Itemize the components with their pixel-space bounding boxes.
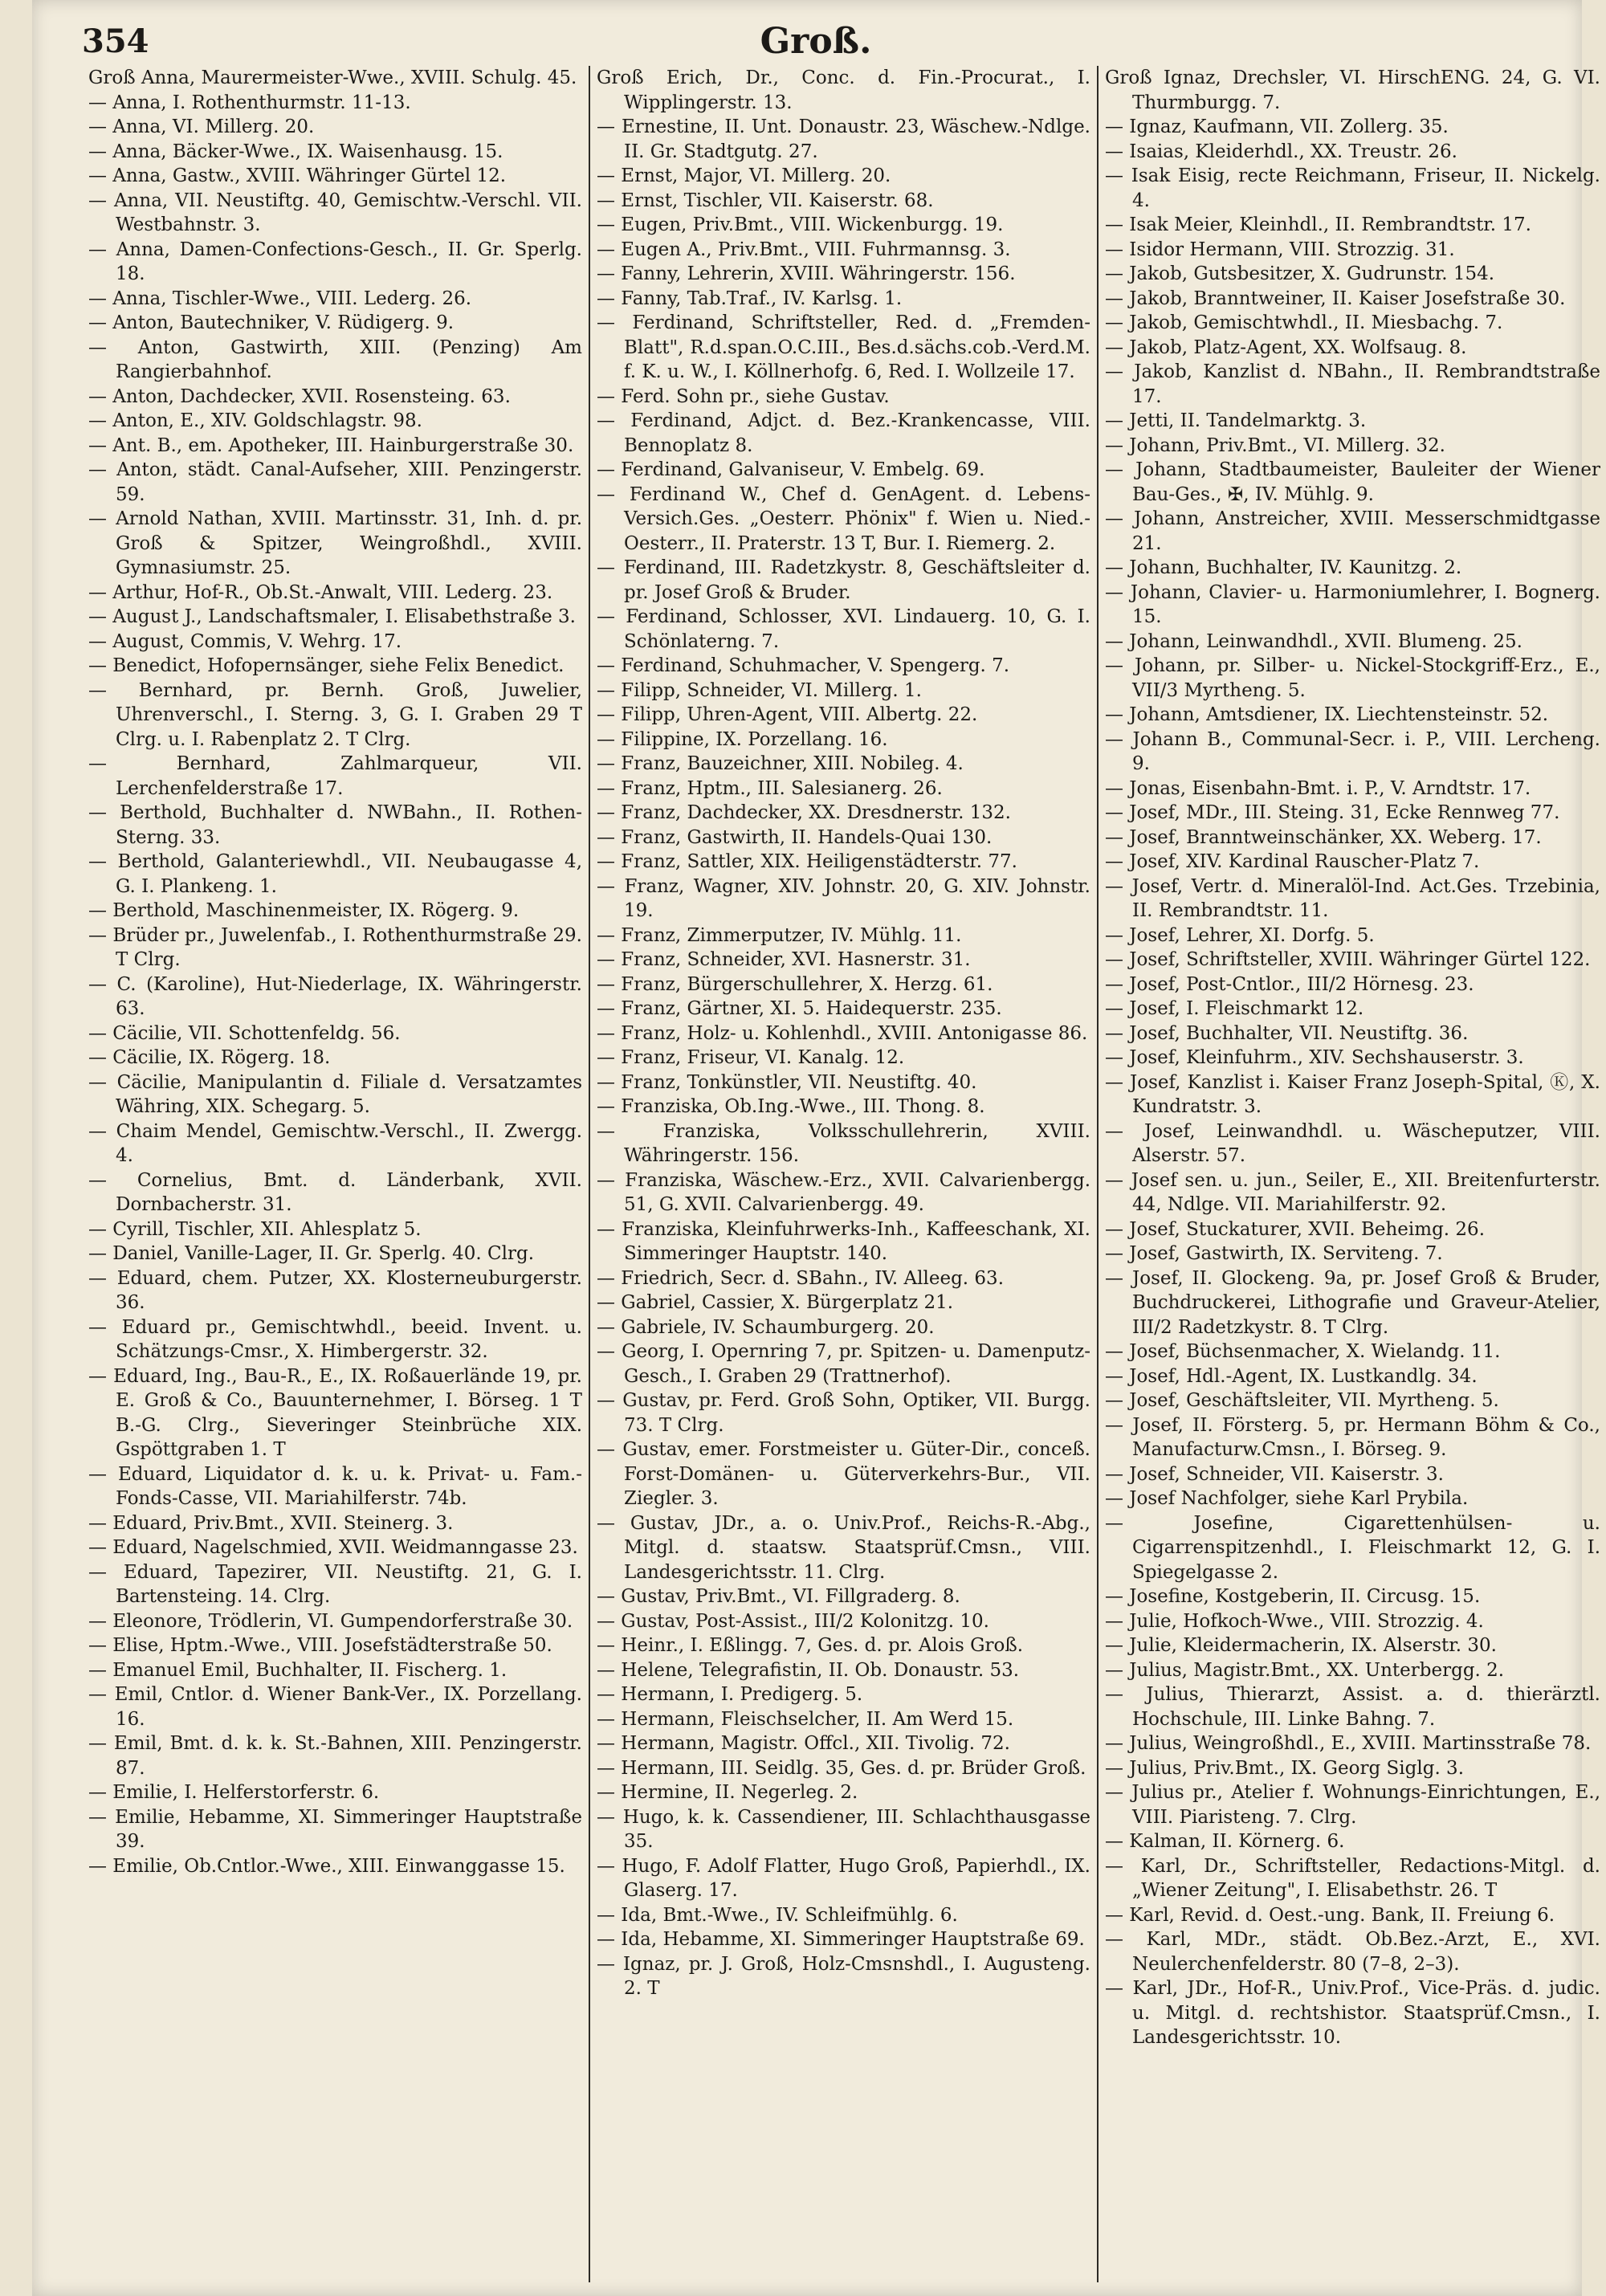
directory-entry: — Julie, Hofkoch-Wwe., VIII. Strozzig. 4. [1105,1610,1484,1632]
directory-entry: — Josef, XIV. Kardinal Rauscher-Platz 7. [1105,851,1480,872]
directory-entry: — Franziska, Wäschew.-Erz., XVII. Calvarienbergg. 51, G. XVII. Calvarienbergg. 49. [597,1169,1090,1215]
directory-entry: — Emanuel Emil, Buchhalter, II. Fischerg. 1. [88,1659,507,1681]
directory-entry: — Josef, Branntweinschänker, XX. Weberg. 17. [1105,826,1542,848]
directory-entry: — Anna, Gastw., XVIII. Währinger Gürtel 12. [88,165,507,186]
directory-entry: — Johann, Amtsdiener, IX. Liechtensteinstr. 52. [1105,704,1549,725]
directory-entry: — Anna, VII. Neustiftg. 40, Gemischtw.-Verschl. VII. Westbahnstr. 3. [88,190,582,235]
directory-entry: — Anna, Bäcker-Wwe., IX. Waisenhausg. 15. [88,141,503,162]
directory-entry: — Jakob, Gutsbesitzer, X. Gudrunstr. 154. [1105,263,1495,284]
directory-entry: — Josef, II. Glockeng. 9a, pr. Josef Groß & Bruder, Buchdruckerei, Lithografie und Graveur-Atelier, III/2 Radetzkystr. 8. T Clrg. [1105,1267,1600,1338]
directory-entry: — Emilie, I. Helferstorferstr. 6. [88,1782,380,1803]
directory-entry: — Anna, Damen-Confections-Gesch., II. Gr. Sperlg. 18. [88,239,582,284]
directory-entry: — August, Commis, V. Wehrg. 17. [88,630,402,652]
directory-entry: Groß Ignaz, Drechsler, VI. HirschENG. 24, G. VI. Thurmburgg. 7. [1105,67,1600,113]
directory-entry: — Josef, Schriftsteller, XVIII. Währinger Gürtel 122. [1105,949,1591,970]
directory-entry: — Georg, I. Opernring 7, pr. Spitzen- u. Damenputz-Gesch., I. Graben 29 (Trattnerhof). [597,1341,1090,1387]
directory-entry: — Franz, Holz- u. Kohlenhdl., XVIII. Antonigasse 86. [597,1022,1088,1044]
directory-entry: — Josef, Post-Cntlor., III/2 Hörnesg. 23. [1105,973,1474,995]
directory-entry: — Josef, II. Försterg. 5, pr. Hermann Böhm & Co., Manufacturw.Cmsn., I. Börseg. 9. [1105,1414,1600,1460]
directory-entry: — Karl, JDr., Hof-R., Univ.Prof., Vice-Präs. d. judic. u. Mitgl. d. rechtshistor. Staatsprüf.Cmsn., I. Landesgerichtsstr. 10. [1105,1978,1600,2048]
directory-entry: — Franz, Wagner, XIV. Johnstr. 20, G. XIV. Johnstr. 19. [597,875,1090,921]
directory-columns [82,66,1606,2282]
directory-entry: — Johann, Buchhalter, IV. Kaunitzg. 2. [1105,557,1462,578]
directory-entry: — Julius, Thierarzt, Assist. a. d. thierärztl. Hochschule, III. Linke Bahng. 7. [1105,1684,1600,1730]
directory-entry: — Jakob, Platz-Agent, XX. Wolfsaug. 8. [1105,336,1467,358]
directory-entry: — Franz, Dachdecker, XX. Dresdnerstr. 132. [597,802,1011,823]
directory-entry: — August J., Landschaftsmaler, I. Elisabethstraße 3. [88,606,576,627]
directory-entry: — Anna, VI. Millerg. 20. [88,116,315,137]
directory-entry: — Franz, Gastwirth, II. Handels-Quai 130. [597,826,993,848]
page-title: Groß. [760,21,872,62]
directory-entry: — Josef, Hdl.-Agent, IX. Lustkandlg. 34. [1105,1365,1478,1387]
directory-entry: — Franz, Hptm., III. Salesianerg. 26. [597,777,943,799]
directory-entry: — Josef Nachfolger, siehe Karl Prybila. [1105,1488,1469,1509]
directory-entry: — Emil, Cntlor. d. Wiener Bank-Ver., IX. Porzellang. 16. [88,1684,582,1730]
directory-entry: — Johann, Anstreicher, XVIII. Messerschmidtgasse 21. [1105,508,1600,554]
directory-entry: — Gustav, Post-Assist., III/2 Kolonitzg. 10. [597,1610,989,1632]
directory-entry: — Jakob, Branntweiner, II. Kaiser Josefstraße 30. [1105,288,1566,309]
directory-entry: — Josef, Leinwandhdl. u. Wäscheputzer, VIII. Alserstr. 57. [1105,1120,1600,1166]
directory-entry: — Emilie, Hebamme, XI. Simmeringer Hauptstraße 39. [88,1806,582,1852]
directory-entry: — Josef, Lehrer, XI. Dorfg. 5. [1105,924,1375,946]
directory-entry: — Arthur, Hof-R., Ob.St.-Anwalt, VIII. Lederg. 23. [88,581,553,603]
column-left [82,66,590,2282]
directory-entry: — Hermann, Fleischselcher, II. Am Werd 15. [597,1708,1014,1730]
directory-entry: — Franz, Sattler, XIX. Heiligenstädterstr. 77. [597,851,1017,872]
directory-entry: Groß Erich, Dr., Conc. d. Fin.-Procurat., I. Wipplingerstr. 13. [597,67,1090,113]
directory-entry: — Filipp, Schneider, VI. Millerg. 1. [597,679,922,701]
directory-entry: — Chaim Mendel, Gemischtw.-Verschl., II. Zwergg. 4. [88,1120,582,1166]
directory-entry: — Julius, Magistr.Bmt., XX. Unterbergg. 2. [1105,1659,1505,1681]
directory-entry: — Ant. B., em. Apotheker, III. Hainburgerstraße 30. [88,434,574,456]
directory-entry: — Filipp, Uhren-Agent, VIII. Albertg. 22. [597,704,978,725]
directory-entry: — Hermann, I. Predigerg. 5. [597,1684,863,1705]
directory-entry: — Eduard, Tapezirer, VII. Neustiftg. 21, G. I. Bartensteing. 14. Clrg. [88,1561,582,1607]
directory-entry: — Emilie, Ob.Cntlor.-Wwe., XIII. Einwanggasse 15. [88,1855,565,1877]
directory-entry: — Gustav, Priv.Bmt., VI. Fillgraderg. 8. [597,1586,960,1607]
directory-entry: — Gustav, emer. Forstmeister u. Güter-Dir., conceß. Forst-Domänen- u. Güterverkehrs-Bur., VII. Ziegler. 3. [597,1439,1090,1509]
directory-entry: — Ferdinand, Schuhmacher, V. Spengerg. 7. [597,655,1010,676]
column-right [1099,66,1606,2282]
directory-entry: — Helene, Telegrafistin, II. Ob. Donaustr. 53. [597,1659,1020,1681]
directory-entry: — Franz, Gärtner, XI. 5. Haidequerstr. 235. [597,998,1002,1019]
directory-entry: — Anton, E., XIV. Goldschlagstr. 98. [88,410,422,431]
directory-entry: — Fanny, Tab.Traf., IV. Karlsg. 1. [597,288,903,309]
directory-entry: — Ignaz, pr. J. Groß, Holz-Cmsnshdl., I. Augusteng. 2. T [597,1953,1090,1999]
directory-entry: — Isak Eisig, recte Reichmann, Friseur, II. Nickelg. 4. [1105,165,1600,211]
directory-entry: — Ernestine, II. Unt. Donaustr. 23, Wäschew.-Ndlge. II. Gr. Stadtgutg. 27. [597,116,1090,162]
directory-entry: — Julius, Priv.Bmt., IX. Georg Siglg. 3. [1105,1757,1465,1779]
directory-entry: — Franziska, Ob.Ing.-Wwe., III. Thong. 8. [597,1096,985,1117]
directory-entry: — Gabriel, Cassier, X. Bürgerplatz 21. [597,1292,954,1313]
directory-entry: — Ferdinand, Galvaniseur, V. Embelg. 69. [597,459,985,480]
directory-entry: — Franz, Bauzeichner, XIII. Nobileg. 4. [597,753,964,774]
directory-entry: — Julius, Weingroßhdl., E., XVIII. Martinsstraße 78. [1105,1733,1592,1754]
directory-entry: — Anna, Tischler-Wwe., VIII. Lederg. 26. [88,288,472,309]
directory-entry: — Brüder pr., Juwelenfab., I. Rothenthurmstraße 29. T Clrg. [88,924,582,970]
directory-entry: — Heinr., I. Eßlingg. 7, Ges. d. pr. Alois Groß. [597,1635,1023,1656]
directory-entry: — Anna, I. Rothenthurmstr. 11-13. [88,92,411,113]
directory-entry: — Johann, pr. Silber- u. Nickel-Stockgriff-Erz., E., VII/3 Myrtheng. 5. [1105,655,1600,701]
directory-entry: — Isidor Hermann, VIII. Strozzig. 31. [1105,239,1455,260]
directory-entry: — Eugen, Priv.Bmt., VIII. Wickenburgg. 19. [597,214,1004,235]
directory-entry: — Johann, Priv.Bmt., VI. Millerg. 32. [1105,434,1445,456]
directory-entry: — Karl, Revid. d. Oest.-ung. Bank, II. Freiung 6. [1105,1904,1555,1926]
directory-entry: — Cyrill, Tischler, XII. Ahlesplatz 5. [88,1218,422,1240]
directory-entry: — Fanny, Lehrerin, XVIII. Währingerstr. 156. [597,263,1016,284]
directory-entry: — Josef, Schneider, VII. Kaiserstr. 3. [1105,1463,1444,1485]
directory-entry: — Ida, Bmt.-Wwe., IV. Schleifmühlg. 6. [597,1904,958,1926]
directory-entry: — Berthold, Buchhalter d. NWBahn., II. Rothen-Sterng. 33. [88,802,582,848]
directory-entry: — Ernst, Tischler, VII. Kaiserstr. 68. [597,190,934,211]
directory-entry: — Cäcilie, IX. Rögerg. 18. [88,1047,331,1068]
directory-entry: — Emil, Bmt. d. k. k. St.-Bahnen, XIII. Penzingerstr. 87. [88,1733,582,1779]
directory-entry: — Eduard, Nagelschmied, XVII. Weidmanngasse 23. [88,1537,578,1558]
directory-entry: — Hermann, III. Seidlg. 35, Ges. d. pr. Brüder Groß. [597,1757,1086,1779]
directory-entry: — Ferdinand, Adjct. d. Bez.-Krankencasse, VIII. Bennoplatz 8. [597,410,1090,456]
column-middle [590,66,1099,2282]
directory-entry: — Cäcilie, Manipulantin d. Filiale d. Versatzamtes Währing, XIX. Schegarg. 5. [88,1071,582,1117]
directory-entry: — Franz, Schneider, XVI. Hasnerstr. 31. [597,949,971,970]
directory-entry: — Ferdinand, Schlosser, XVI. Lindauerg. 10, G. I. Schönlaterng. 7. [597,606,1090,652]
directory-entry: — Benedict, Hofopernsänger, siehe Felix Benedict. [88,655,565,676]
directory-entry: — Karl, MDr., städt. Ob.Bez.-Arzt, E., XVI. Neulerchenfelderstr. 80 (7–8, 2–3). [1105,1929,1600,1975]
directory-entry: — Eduard, chem. Putzer, XX. Klosterneuburgerstr. 36. [88,1267,582,1313]
directory-entry: — Anton, städt. Canal-Aufseher, XIII. Penzingerstr. 59. [88,459,582,505]
directory-entry: — Elise, Hptm.-Wwe., VIII. Josefstädterstraße 50. [88,1635,552,1656]
directory-entry: — Hugo, k. k. Cassendiener, III. Schlachthausgasse 35. [597,1806,1090,1852]
directory-entry: — Josef sen. u. jun., Seiler, E., XII. Breitenfurterstr. 44, Ndlge. VII. Mariahilferstr. 92. [1105,1169,1600,1215]
directory-entry: — Josef, I. Fleischmarkt 12. [1105,998,1364,1019]
directory-entry: — Eugen A., Priv.Bmt., VIII. Fuhrmannsg. 3. [597,239,1011,260]
directory-entry: — Jonas, Eisenbahn-Bmt. i. P., V. Arndtstr. 17. [1105,777,1531,799]
directory-entry: — Ida, Hebamme, XI. Simmeringer Hauptstraße 69. [597,1929,1085,1950]
directory-entry: — Josef, Stuckaturer, XVII. Beheimg. 26. [1105,1218,1486,1240]
directory-entry: — Filippine, IX. Porzellang. 16. [597,728,888,750]
directory-entry: — Ferd. Sohn pr., siehe Gustav. [597,385,890,407]
directory-entry: Groß Anna, Maurermeister-Wwe., XVIII. Schulg. 45. [88,67,577,88]
directory-entry: — C. (Karoline), Hut-Niederlage, IX. Währingerstr. 63. [88,973,582,1019]
directory-entry: — Josef, Gastwirth, IX. Serviteng. 7. [1105,1243,1443,1264]
directory-entry: — Josefine, Cigarettenhülsen- u. Cigarrenspitzenhdl., I. Fleischmarkt 12, G. I. Spiegelgasse 2. [1105,1512,1600,1583]
directory-entry: — Bernhard, Zahlmarqueur, VII. Lerchenfelderstraße 17. [88,753,582,799]
directory-entry: — Kalman, II. Körnerg. 6. [1105,1831,1345,1852]
directory-entry: — Julius pr., Atelier f. Wohnungs-Einrichtungen, E., VIII. Piaristeng. 7. Clrg. [1105,1782,1600,1828]
directory-entry: — Isaias, Kleiderhdl., XX. Treustr. 26. [1105,141,1457,162]
directory-entry: — Johann B., Communal-Secr. i. P., VIII. Lercheng. 9. [1105,728,1600,774]
directory-entry: — Hermann, Magistr. Offcl., XII. Tivolig. 72. [597,1733,1010,1754]
directory-entry: — Cäcilie, VII. Schottenfeldg. 56. [88,1022,401,1044]
directory-entry: — Franziska, Volksschullehrerin, XVIII. Währingerstr. 156. [597,1120,1090,1166]
directory-entry: — Eduard, Liquidator d. k. u. k. Privat- u. Fam.-Fonds-Casse, VII. Mariahilferstr. 74b. [88,1463,582,1509]
directory-entry: — Arnold Nathan, XVIII. Martinsstr. 31, Inh. d. pr. Groß & Spitzer, Weingroßhdl., XVIII. Gymnasiumstr. 25. [88,508,582,578]
directory-entry: — Eduard, Ing., Bau-R., E., IX. Roßauerlände 19, pr. E. Groß & Co., Bauunternehmer, I. Börseg. 1 T B.-G. Clrg., Sieveringer Steinbrüche XIX. Gspöttgraben 1. T [88,1365,582,1460]
directory-entry: — Johann, Clavier- u. Harmoniumlehrer, I. Bognerg. 15. [1105,581,1600,627]
directory-entry: — Ferdinand, III. Radetzkystr. 8, Geschäftsleiter d. pr. Josef Groß & Bruder. [597,557,1090,603]
directory-entry: — Johann, Leinwandhdl., XVII. Blumeng. 25. [1105,630,1522,652]
directory-entry: — Isak Meier, Kleinhdl., II. Rembrandtstr. 17. [1105,214,1531,235]
directory-entry: — Jakob, Gemischtwhdl., II. Miesbachg. 7. [1105,312,1503,333]
directory-entry: — Eduard pr., Gemischtwhdl., beeid. Invent. u. Schätzungs-Cmsr., X. Himbergerstr. 32. [88,1316,582,1362]
directory-entry: — Berthold, Maschinenmeister, IX. Rögerg. 9. [88,900,520,921]
directory-entry: — Josefine, Kostgeberin, II. Circusg. 15. [1105,1586,1481,1607]
directory-entry: — Josef, MDr., III. Steing. 31, Ecke Rennweg 77. [1105,802,1560,823]
directory-entry: — Karl, Dr., Schriftsteller, Redactions-Mitgl. d. „Wiener Zeitung", I. Elisabethstr. 26. T [1105,1855,1600,1901]
directory-entry: — Hermine, II. Negerleg. 2. [597,1782,858,1803]
directory-entry: — Daniel, Vanille-Lager, II. Gr. Sperlg. 40. Clrg. [88,1243,535,1264]
directory-entry: — Anton, Gastwirth, XIII. (Penzing) Am Rangierbahnhof. [88,336,582,382]
directory-entry: — Ferdinand, Schriftsteller, Red. d. „Fremden-Blatt", R.d.span.O.C.III., Bes.d.sächs.cob.-Verd.M. f. K. u. W., I. Köllnerhofg. 6, Red. I. Wollzeile 17. [597,312,1090,382]
directory-entry: — Eleonore, Trödlerin, VI. Gumpendorferstraße 30. [88,1610,573,1632]
directory-entry: — Josef, Vertr. d. Mineralöl-Ind. Act.Ges. Trzebinia, II. Rembrandtstr. 11. [1105,875,1600,921]
directory-entry: — Eduard, Priv.Bmt., XVII. Steinerg. 3. [88,1512,454,1534]
directory-entry: — Julie, Kleidermacherin, IX. Alserstr. 30. [1105,1635,1497,1656]
directory-entry: — Jetti, II. Tandelmarktg. 3. [1105,410,1367,431]
directory-entry: — Franz, Tonkünstler, VII. Neustiftg. 40. [597,1071,977,1093]
directory-entry: — Gabriele, IV. Schaumburgerg. 20. [597,1316,935,1338]
directory-entry: — Anton, Bautechniker, V. Rüdigerg. 9. [88,312,454,333]
directory-entry: — Johann, Stadtbaumeister, Bauleiter der Wiener Bau-Ges., ✠, IV. Mühlg. 9. [1105,459,1600,505]
directory-entry: — Berthold, Galanteriewhdl., VII. Neubaugasse 4, G. I. Plankeng. 1. [88,851,582,897]
directory-entry: — Franz, Zimmerputzer, IV. Mühlg. 11. [597,924,962,946]
directory-entry: — Josef, Büchsenmacher, X. Wielandg. 11. [1105,1341,1501,1362]
directory-entry: — Franziska, Kleinfuhrwerks-Inh., Kaffeeschank, XI. Simmeringer Hauptstr. 140. [597,1218,1090,1264]
directory-entry: — Josef, Buchhalter, VII. Neustiftg. 36. [1105,1022,1469,1044]
directory-entry: — Ferdinand W., Chef d. GenAgent. d. Lebens-Versich.Ges. „Oesterr. Phönix" f. Wien u. Nied.-Oesterr., II. Praterstr. 13 T, Bur. I. Riemerg. 2. [597,483,1090,554]
directory-entry: — Josef, Kleinfuhrm., XIV. Sechshauserstr. 3. [1105,1047,1524,1068]
directory-entry: — Jakob, Kanzlist d. NBahn., II. Rembrandtstraße 17. [1105,361,1600,407]
directory-entry: — Josef, Geschäftsleiter, VII. Myrtheng. 5. [1105,1390,1499,1411]
page-number: 354 [82,22,149,60]
directory-entry: — Gustav, JDr., a. o. Univ.Prof., Reichs-R.-Abg., Mitgl. d. staatsw. Staatsprüf.Cmsn., VIII. Landesgerichtsstr. 11. Clrg. [597,1512,1090,1583]
directory-entry: — Franz, Friseur, VI. Kanalg. 12. [597,1047,905,1068]
directory-page [32,0,1600,2296]
directory-entry: — Anton, Dachdecker, XVII. Rosensteing. 63. [88,385,511,407]
directory-entry: — Ernst, Major, VI. Millerg. 20. [597,165,891,186]
directory-entry: — Franz, Bürgerschullehrer, X. Herzg. 61. [597,973,993,995]
directory-entry: — Bernhard, pr. Bernh. Groß, Juwelier, Uhrenverschl., I. Sterng. 3, G. I. Graben 29 T Clrg. u. I. Rabenplatz 2. T Clrg. [88,679,582,750]
directory-entry: — Josef, Kanzlist i. Kaiser Franz Joseph-Spital, Ⓚ, X. Kundratstr. 3. [1105,1071,1600,1117]
directory-entry: — Cornelius, Bmt. d. Länderbank, XVII. Dornbacherstr. 31. [88,1169,582,1215]
directory-entry: — Friedrich, Secr. d. SBahn., IV. Alleeg. 63. [597,1267,1004,1289]
directory-entry: — Ignaz, Kaufmann, VII. Zollerg. 35. [1105,116,1449,137]
directory-entry: — Hugo, F. Adolf Flatter, Hugo Groß, Papierhdl., IX. Glaserg. 17. [597,1855,1090,1901]
directory-entry: — Gustav, pr. Ferd. Groß Sohn, Optiker, VII. Burgg. 73. T Clrg. [597,1390,1090,1436]
